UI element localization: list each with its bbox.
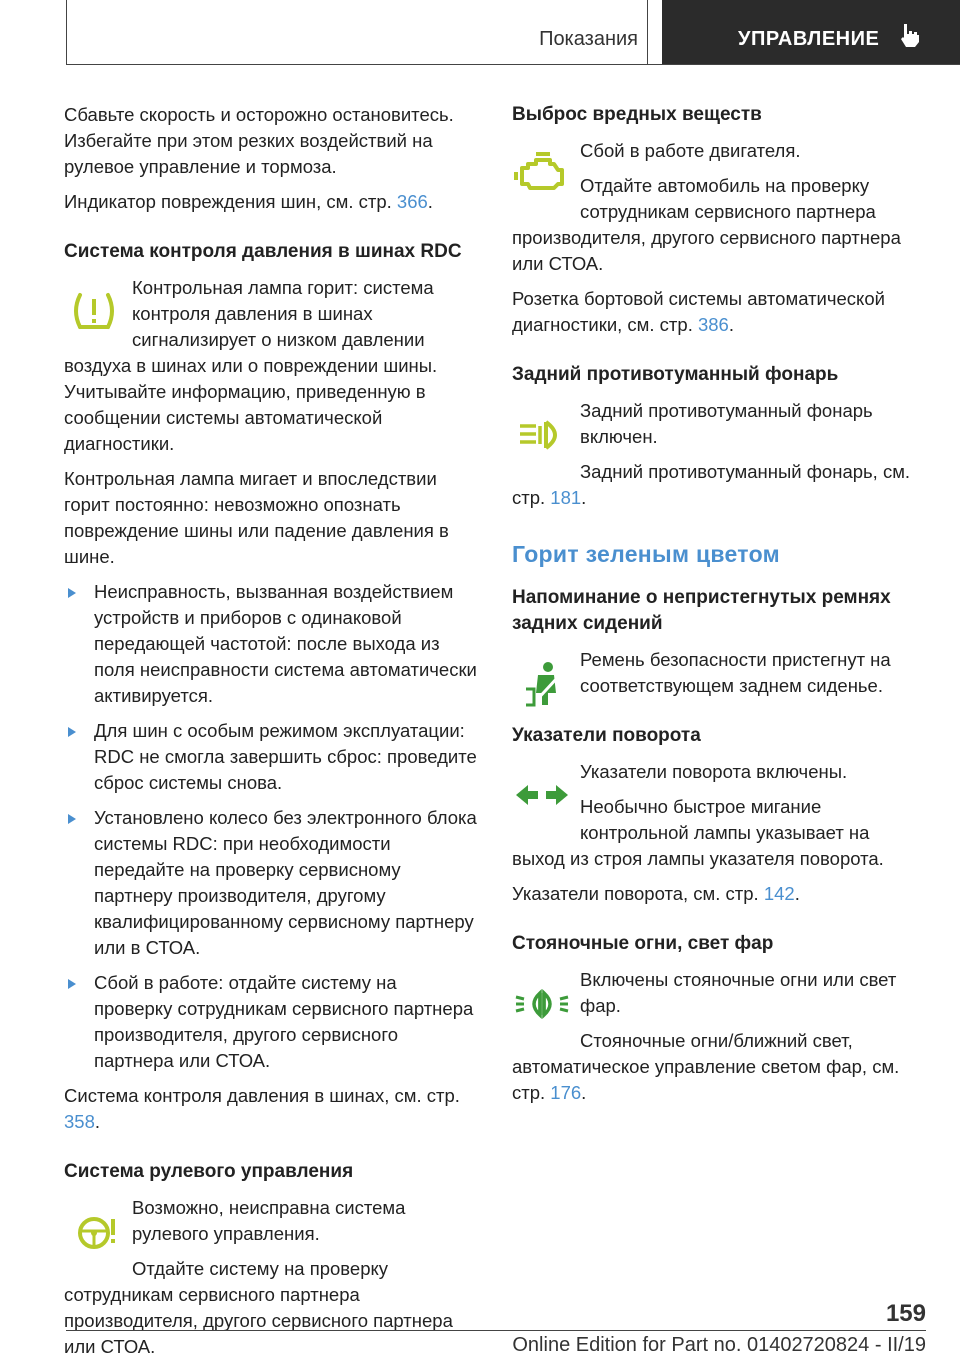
heading-green-lights: Горит зеленым цветом	[512, 541, 780, 567]
pointing-hand-icon	[898, 22, 922, 48]
paragraph-steering-fault: Возможно, неисправна система рулевого управления.	[132, 1197, 406, 1244]
check-engine-icon	[512, 144, 572, 204]
parking-lights-block	[512, 967, 926, 1106]
bullet-item: Установлено колесо без электронного блока системы RDC: при необходимости передайте на проверку сервисному партнеру производителя, другому квалифицированному сервисному партнеру или в СТОА.	[64, 805, 480, 961]
heading-steering: Система рулевого управления	[64, 1161, 354, 1182]
paragraph-rdc-lamp-blink: Контрольная лампа мигает и впоследствии горит постоянно: невозможно опознать повреждение шины или падение давления в шине.	[64, 468, 449, 567]
seatbelt-icon	[512, 653, 572, 713]
paragraph-rdc-lamp-on: Контрольная лампа горит: система контроля давления в шинах сигнализирует о низком давлении воздуха в шинах или о повреждении шины. Учитывайте информацию, приведенную в сообщении системы автоматической диагностики.	[64, 277, 438, 454]
heading-turn-signals: Указатели поворота	[512, 725, 701, 746]
paragraph-obd-ref: Розетка бортовой системы автоматической диагностики, см. стр. 386.	[512, 288, 885, 335]
heading-parking-lights: Стояночные огни, свет фар	[512, 933, 774, 954]
bullet-item: Сбой в работе: отдайте систему на проверку сотрудникам сервисного партнера производителя, другого сервисного партнера или СТОА.	[64, 970, 480, 1074]
page-link-386[interactable]: 386	[697, 314, 729, 335]
footer-rule	[66, 1330, 926, 1331]
paragraph-steering-service: Отдайте систему на проверку сотрудникам сервисного партнера производителя, другого сервисного партнера или СТОА.	[64, 1258, 453, 1357]
page-link-176[interactable]: 176	[550, 1082, 582, 1103]
rear-fog-light-icon	[512, 404, 572, 464]
header-chapter-label: УПРАВЛЕНИЕ	[738, 28, 880, 50]
bullet-triangle-icon	[68, 727, 76, 737]
heading-emissions: Выброс вредных веществ	[512, 104, 762, 125]
footer-edition: Online Edition for Part no. 01402720824 - II/19	[512, 1334, 926, 1356]
rear-fog-block	[512, 398, 926, 511]
parking-lights-icon	[512, 973, 572, 1033]
left-column	[64, 102, 480, 1369]
bullet-triangle-icon	[68, 588, 76, 598]
paragraph-turn-on: Указатели поворота включены.	[580, 761, 848, 782]
paragraph-fog-on: Задний противотуманный фонарь включен.	[580, 400, 873, 447]
steering-wheel-warning-icon	[64, 1201, 124, 1261]
paragraph-rdc-ref: Система контроля давления в шинах, см. стр. 358.	[64, 1085, 460, 1132]
paragraph-engine-service: Отдайте автомобиль на проверку сотрудникам сервисного партнера производителя, другого сервисного партнера или СТОА.	[512, 175, 901, 274]
paragraph-slow-down: Сбавьте скорость и осторожно остановитесь. Избегайте при этом резких воздействий на рулевое управление и тормоза.	[64, 104, 454, 177]
header-rule	[66, 64, 960, 65]
paragraph-tire-damage-ref: Индикатор повреждения шин, см. стр. 366.	[64, 191, 433, 212]
bullet-item: Для шин с особым режимом эксплуатации: RDC не смогла завершить сброс: проведите сброс системы снова.	[64, 718, 480, 796]
turn-signals-block	[512, 759, 926, 872]
paragraph-turn-ref: Указатели поворота, см. стр. 142.	[512, 883, 800, 904]
tire-pressure-warning-icon	[64, 281, 124, 341]
header-section-title: Показания	[539, 28, 638, 50]
heading-rdc: Система контроля давления в шинах RDC	[64, 241, 462, 262]
bullet-triangle-icon	[68, 979, 76, 989]
page-link-366[interactable]: 366	[396, 191, 428, 212]
page-link-142[interactable]: 142	[763, 883, 795, 904]
paragraph-parking-on: Включены стояночные огни или свет фар.	[580, 969, 897, 1016]
steering-block	[64, 1195, 480, 1360]
page-link-181[interactable]: 181	[550, 487, 582, 508]
paragraph-turn-fast-blink: Необычно быстрое мигание контрольной лампы указывает на выход из строя лампы указателя поворота.	[512, 796, 884, 869]
right-column	[512, 102, 926, 1115]
heading-seatbelt: Напоминание о непристегнутых ремнях задних сидений	[512, 587, 891, 634]
page-link-358[interactable]: 358	[64, 1111, 95, 1132]
emissions-block	[512, 138, 926, 277]
rdc-block	[64, 275, 480, 457]
paragraph-parking-ref: Стояночные огни/ближний свет, автоматическое управление светом фар, см. стр. 176.	[512, 1030, 900, 1103]
bullet-item: Неисправность, вызванная воздействием устройств и приборов с одинаковой передающей частотой: после выхода из поля неисправности система автоматически активируется.	[64, 579, 480, 709]
paragraph-fog-ref: Задний противотуманный фонарь, см. стр. 181.	[512, 461, 911, 508]
turn-signal-arrows-icon	[512, 765, 572, 825]
paragraph-seatbelt-fastened: Ремень безопасности пристегнут на соответствующем заднем сиденье.	[580, 649, 891, 696]
paragraph-engine-fault: Сбой в работе двигателя.	[580, 140, 801, 161]
page-number: 159	[885, 1300, 926, 1327]
seatbelt-block	[512, 647, 926, 699]
heading-rear-fog: Задний противотуманный фонарь	[512, 364, 839, 385]
header-chapter-tab[interactable]	[662, 0, 960, 64]
bullet-triangle-icon	[68, 814, 76, 824]
